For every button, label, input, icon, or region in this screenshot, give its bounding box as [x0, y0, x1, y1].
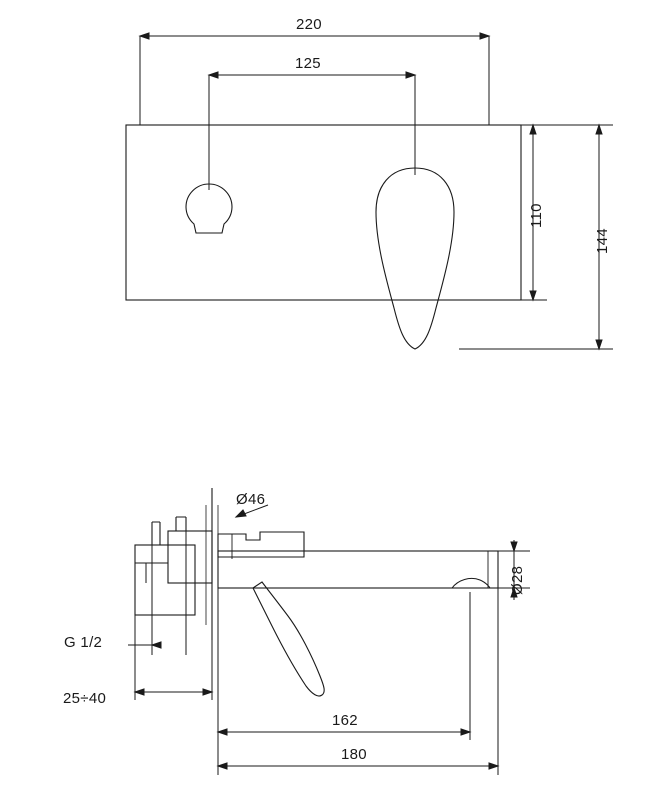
- arrow-d28-top: [511, 542, 517, 551]
- front-round-control: [186, 184, 232, 233]
- arrow-162-left: [218, 729, 227, 735]
- dim-label-escutcheon-diameter: Ø46: [236, 491, 266, 508]
- stem-left: [152, 522, 160, 545]
- arrow-144-top: [596, 125, 602, 134]
- dim-label-overall-projection: 180: [341, 746, 367, 763]
- arrow-2540-left: [135, 689, 144, 695]
- concealed-body-inner: [168, 531, 212, 583]
- arrow-180-right: [489, 763, 498, 769]
- dim-label-plate-height: 110: [528, 203, 545, 228]
- dim-label-overall-width: 220: [296, 16, 322, 33]
- arrow-110-bottom: [530, 291, 536, 300]
- arrow-g12: [152, 642, 161, 648]
- dim-label-overall-height: 144: [594, 228, 611, 254]
- leader-d46-arrow: [236, 510, 246, 517]
- arrow-144-bottom: [596, 340, 602, 349]
- dim-label-wall-depth: 25÷40: [63, 690, 107, 707]
- arrow-110-top: [530, 125, 536, 134]
- arrow-125-right: [406, 72, 415, 78]
- dim-label-spout-diameter: Ø28: [509, 565, 526, 595]
- front-lever-handle: [376, 168, 454, 349]
- side-lever-handle: [253, 582, 324, 696]
- dim-label-centre-distance: 125: [295, 55, 321, 72]
- front-plate-outline: [126, 125, 521, 300]
- arrow-180-left: [218, 763, 227, 769]
- arrow-2540-right: [203, 689, 212, 695]
- arrow-220-right: [480, 33, 489, 39]
- dim-label-spout-projection: 162: [332, 712, 358, 729]
- arrow-125-left: [209, 72, 218, 78]
- arrow-220-left: [140, 33, 149, 39]
- dim-label-thread: G 1/2: [64, 634, 103, 651]
- arrow-162-right: [461, 729, 470, 735]
- cartridge-seat: [218, 532, 304, 557]
- stem-right: [176, 517, 186, 531]
- spout-outlet: [452, 578, 490, 588]
